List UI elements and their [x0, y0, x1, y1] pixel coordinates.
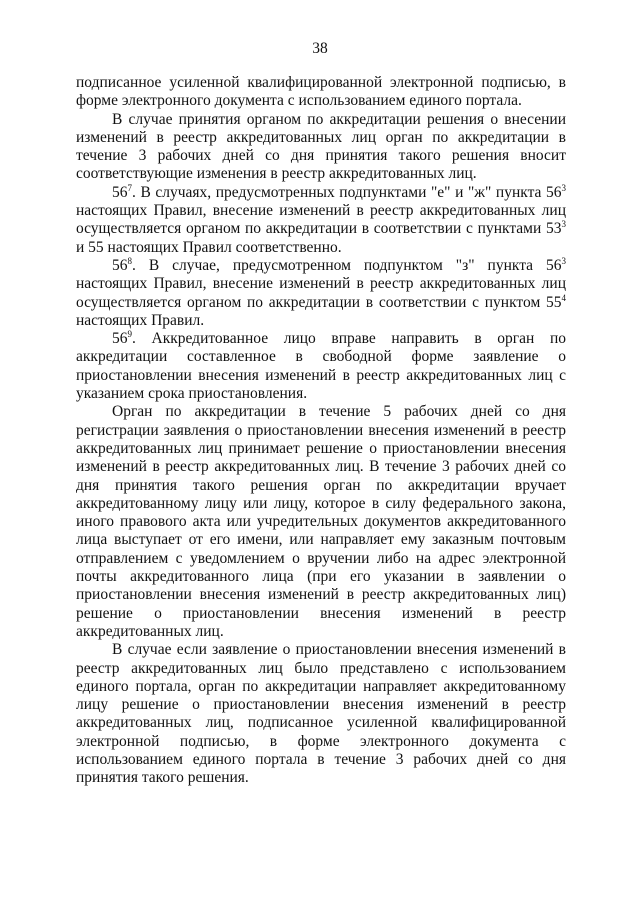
reference-superscript: 4 — [561, 292, 566, 303]
paragraph-text: В случае если заявление о приостановлении внесения изменений в реестр аккредитованных лиц было представлено с использованием единого портала, орган по аккредитации направляет аккредитованному лицу решение о приостановлении внесения изменений в реестр аккредитованных лиц, подписанное усиленной квалифицированной электронной подписью, в форме электронного документа с использованием единого портала в течение 3 рабочих дней со дня принятия такого решения. — [76, 641, 566, 787]
paragraph-text: Орган по аккредитации в течение 5 рабочих дней со дня регистрации заявления о приостановлении внесения изменений в реестр аккредитованных лиц принимает решение о приостановлении внесения изменений в реестр аккредитованных лиц. В течение 3 рабочих дней со дня принятия такого решения орган по аккредитации вручает аккредитованному лицу или лицу, которое в силу федерального закона, иного правового акта или учредительных документов аккредитованного лица выступает от его имени, или направляет ему заказным почтовым отправлением с уведомлением о вручении либо на адрес электронной почты аккредитованного лица (при его указании в заявлении о приостановлении внесения изменений в реестр аккредитованных лиц) решение о приостановлении внесения изменений в реестр аккредитованных лиц. — [76, 403, 566, 640]
clause-56-9 — [76, 330, 566, 403]
clause-56-8 — [76, 257, 566, 330]
reference-superscript: 3 — [561, 182, 566, 193]
paragraph-text: подписанное усиленной квалифицированной электронной подписью, в форме электронного документа с использованием единого портала. — [76, 74, 566, 110]
clause-text: настоящих Правил, внесение изменений в реестр аккредитованных лиц осуществляется органом по аккредитации в соответствии с пунктами 53 — [76, 202, 566, 238]
clause-text: и 55 настоящих Правил соответственно. — [76, 238, 342, 256]
paragraph-decision — [76, 111, 566, 184]
page-number: 38 — [312, 40, 328, 57]
clause-number-superscript: 8 — [127, 255, 132, 266]
clause-number-superscript: 9 — [127, 329, 132, 340]
paragraph-text: В случае принятия органом по аккредитации решения о внесении изменений в реестр аккредитованных лиц орган по аккредитации в течение 3 рабочих дней со дня принятия такого решения вносит соответствующие изменения в реестр аккредитованных лиц. — [76, 110, 566, 183]
clause-text: . Аккредитованное лицо вправе направить в орган по аккредитации составленное в свободной форме заявление о приостановлении внесения изменений в реестр аккредитованных лиц с указанием срока приостановления. — [76, 330, 566, 403]
clause-text: . В случае, предусмотренном подпунктом "з" пункта 56 — [132, 256, 562, 274]
clause-number: 56 — [112, 256, 128, 274]
reference-superscript: 3 — [561, 219, 566, 230]
paragraph-suspension-decision — [76, 403, 566, 641]
clause-text: настоящих Правил, внесение изменений в реестр аккредитованных лиц осуществляется органом по аккредитации в соответствии с пунктом 55 — [76, 275, 566, 311]
clause-text: настоящих Правил. — [76, 311, 205, 329]
reference-superscript: 3 — [561, 255, 566, 266]
clause-text: . В случаях, предусмотренных подпунктами "е" и "ж" пункта 56 — [132, 183, 562, 201]
paragraph-continuation — [76, 74, 566, 111]
clause-number: 56 — [112, 183, 128, 201]
clause-number-superscript: 7 — [127, 182, 132, 193]
clause-56-7 — [76, 184, 566, 257]
document-body — [76, 74, 566, 788]
paragraph-portal-submission — [76, 641, 566, 787]
clause-number: 56 — [112, 330, 128, 348]
